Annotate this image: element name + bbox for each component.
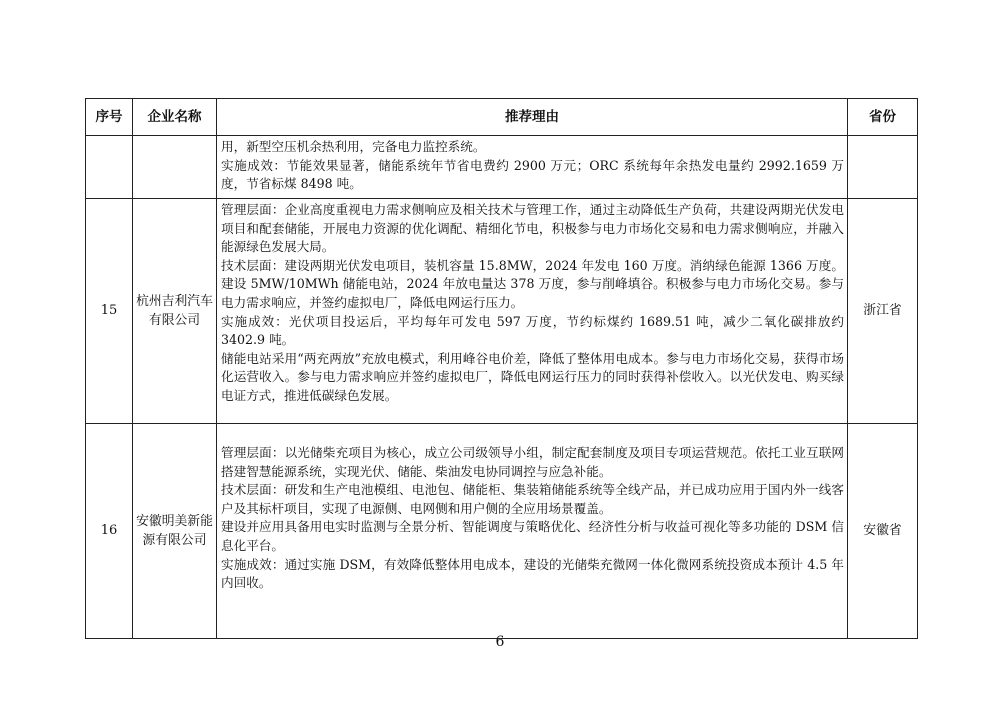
reason-paragraph: 实施成效：通过实施 DSM，有效降低整体用电成本，建设的光储柴充微网一体化微网系统投资成本预计 4.5 年内回收。 <box>221 556 844 591</box>
table-row <box>86 136 918 199</box>
row-serial: 15 <box>86 199 133 424</box>
row-company: 杭州吉利汽车有限公司 <box>133 199 217 424</box>
row-reason <box>217 136 848 199</box>
reason-paragraph: 技术层面：研发和生产电池模组、电池包、储能柜、集装箱储能系统等全线产品，并已成功应用于国内外一线客户及其标杆项目，实现了电源侧、电网侧和用户侧的全应用场景覆盖。 <box>221 482 844 516</box>
reason-paragraph: 用，新型空压机余热利用，完备电力监控系统。 <box>221 139 486 154</box>
row-reason <box>217 199 848 424</box>
header-company: 企业名称 <box>133 99 217 136</box>
table-row <box>86 199 918 424</box>
row-province: 浙江省 <box>848 199 918 424</box>
row-company <box>133 136 217 199</box>
reason-paragraph: 技术层面：建设两期光伏发电项目，装机容量 15.8MW，2024 年发电 160 万度。消纳绿色能源 1366 万度。建设 5MW/10MWh 储能电站，2024 年放电量达 378 万度，参与削峰填谷。积极参与电力市场化交易。参与电力需求响应，并签约虚拟电厂，降低电网运行压力。 <box>221 257 844 310</box>
reason-paragraph: 建设并应用具备用电实时监测与全景分析、智能调度与策略优化、经济性分析与收益可视化等多功能的 DSM 信息化平台。 <box>221 519 844 553</box>
reason-paragraph: 实施成效：节能效果显著，储能系统年节省电费约 2900 万元；ORC 系统每年余热发电量约 2992.1659 万度，节省标煤 8498 吨。 <box>221 157 844 192</box>
row-reason <box>217 424 848 639</box>
reason-paragraph: 储能电站采用“两充两放”充放电模式，利用峰谷电价差，降低了整体用电成本。参与电力市场化交易，获得市场化运营收入。参与电力需求响应并签约虚拟电厂，降低电网运行压力的同时获得补偿收入。以光伏发电、购买绿电证方式，推进低碳绿色发展。 <box>221 350 844 403</box>
row-serial <box>86 136 133 199</box>
row-company: 安徽明美新能源有限公司 <box>133 424 217 639</box>
table-row <box>86 424 918 639</box>
reason-paragraph: 实施成效：光伏项目投运后，平均每年可发电 597 万度，节约标煤约 1689.51 吨，减少二氧化碳排放约 3402.9 吨。 <box>221 313 844 348</box>
row-province: 安徽省 <box>848 424 918 639</box>
header-province: 省份 <box>848 99 918 136</box>
row-province <box>848 136 918 199</box>
reason-paragraph: 管理层面：以光储柴充项目为核心，成立公司级领导小组，制定配套制度及项目专项运营规范。依托工业互联网搭建智慧能源系统，实现光伏、储能、柴油发电协同调控与应急补能。 <box>221 445 844 479</box>
recommendation-table <box>85 98 918 639</box>
header-serial: 序号 <box>86 99 133 136</box>
row-serial: 16 <box>86 424 133 639</box>
table-header-row <box>86 99 918 136</box>
page-number: 6 <box>495 634 505 650</box>
header-reason: 推荐理由 <box>217 99 848 136</box>
reason-paragraph: 管理层面：企业高度重视电力需求侧响应及相关技术与管理工作，通过主动降低生产负荷，共建设两期光伏发电项目和配套储能，开展电力资源的优化调配、精细化节电，积极参与电力市场化交易和电力需求侧响应，并融入能源绿色发展大局。 <box>221 202 844 255</box>
